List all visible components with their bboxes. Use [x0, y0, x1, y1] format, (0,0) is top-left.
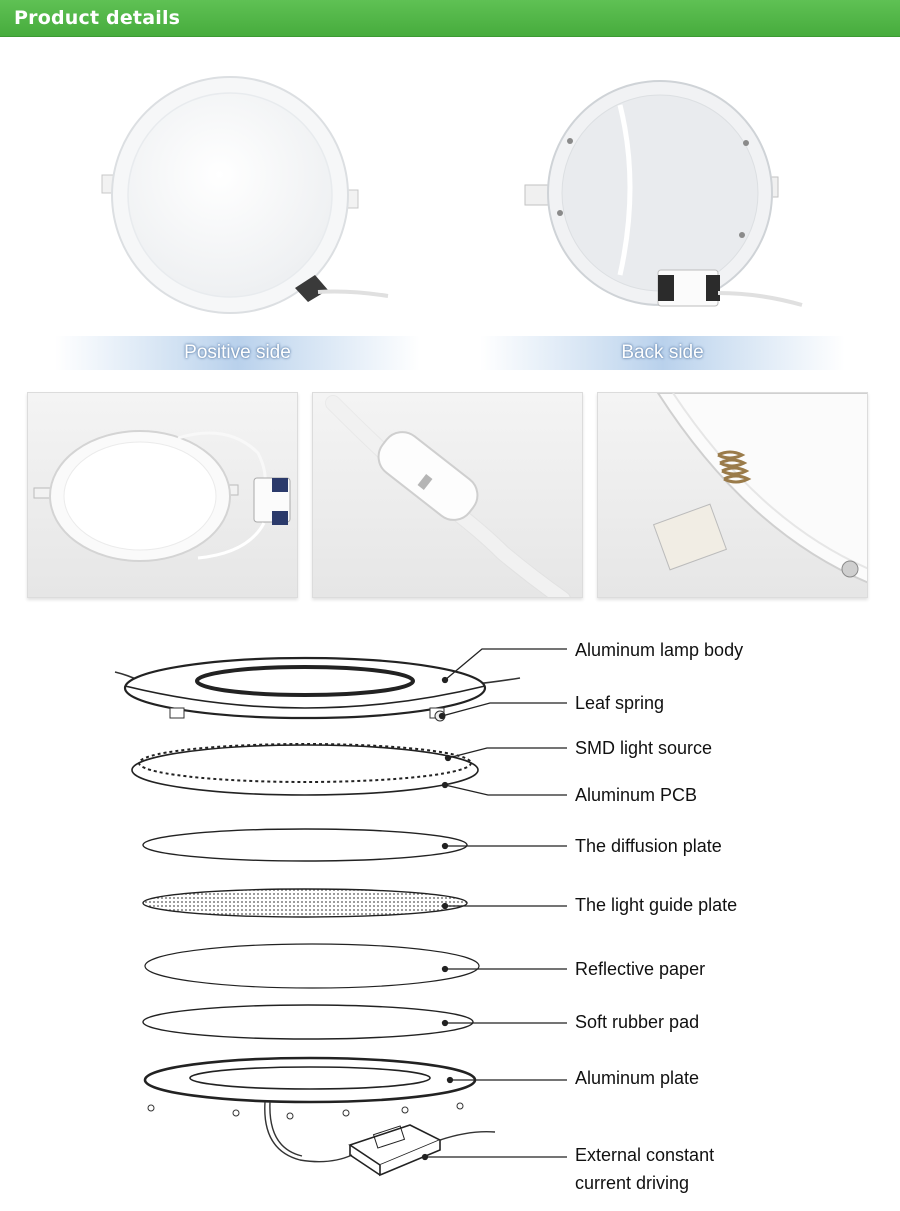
label-aluminum-plate: Aluminum plate [575, 1068, 700, 1088]
thumb-panel-with-driver [27, 392, 298, 598]
thumb-connector-closeup [312, 392, 583, 598]
label-reflective-paper: Reflective paper [575, 959, 706, 979]
caption-back: Back side [621, 342, 704, 363]
panel-light-back-photo [520, 65, 810, 325]
label-soft-rubber-pad: Soft rubber pad [575, 1012, 700, 1032]
label-aluminum-lamp-body: Aluminum lamp body [575, 640, 744, 660]
section-title: Product details [14, 7, 181, 29]
exploded-view-diagram [0, 620, 900, 1211]
label-external-driver-line2: current driving [575, 1173, 690, 1193]
reflective-paper-drawing [145, 944, 479, 988]
caption-front: Positive side [184, 342, 291, 363]
pcb-drawing [132, 744, 478, 795]
label-aluminum-pcb: Aluminum PCB [575, 785, 698, 805]
driver-drawing [350, 1125, 495, 1175]
soft-rubber-pad-drawing [143, 1005, 473, 1039]
thumb-leaf-spring-closeup [597, 392, 868, 598]
label-smd-light-source: SMD light source [575, 738, 713, 758]
panel-light-front-photo [90, 60, 390, 320]
light-guide-plate-drawing [143, 889, 467, 917]
label-diffusion-plate: The diffusion plate [575, 836, 722, 856]
label-light-guide-plate: The light guide plate [575, 895, 738, 915]
section-header-bar [0, 0, 900, 37]
label-external-driver-line1: External constant [575, 1145, 715, 1165]
diffusion-plate-drawing [143, 829, 467, 861]
caption-back-band [480, 336, 845, 370]
label-leaf-spring: Leaf spring [575, 693, 665, 713]
caption-front-band [55, 336, 420, 370]
